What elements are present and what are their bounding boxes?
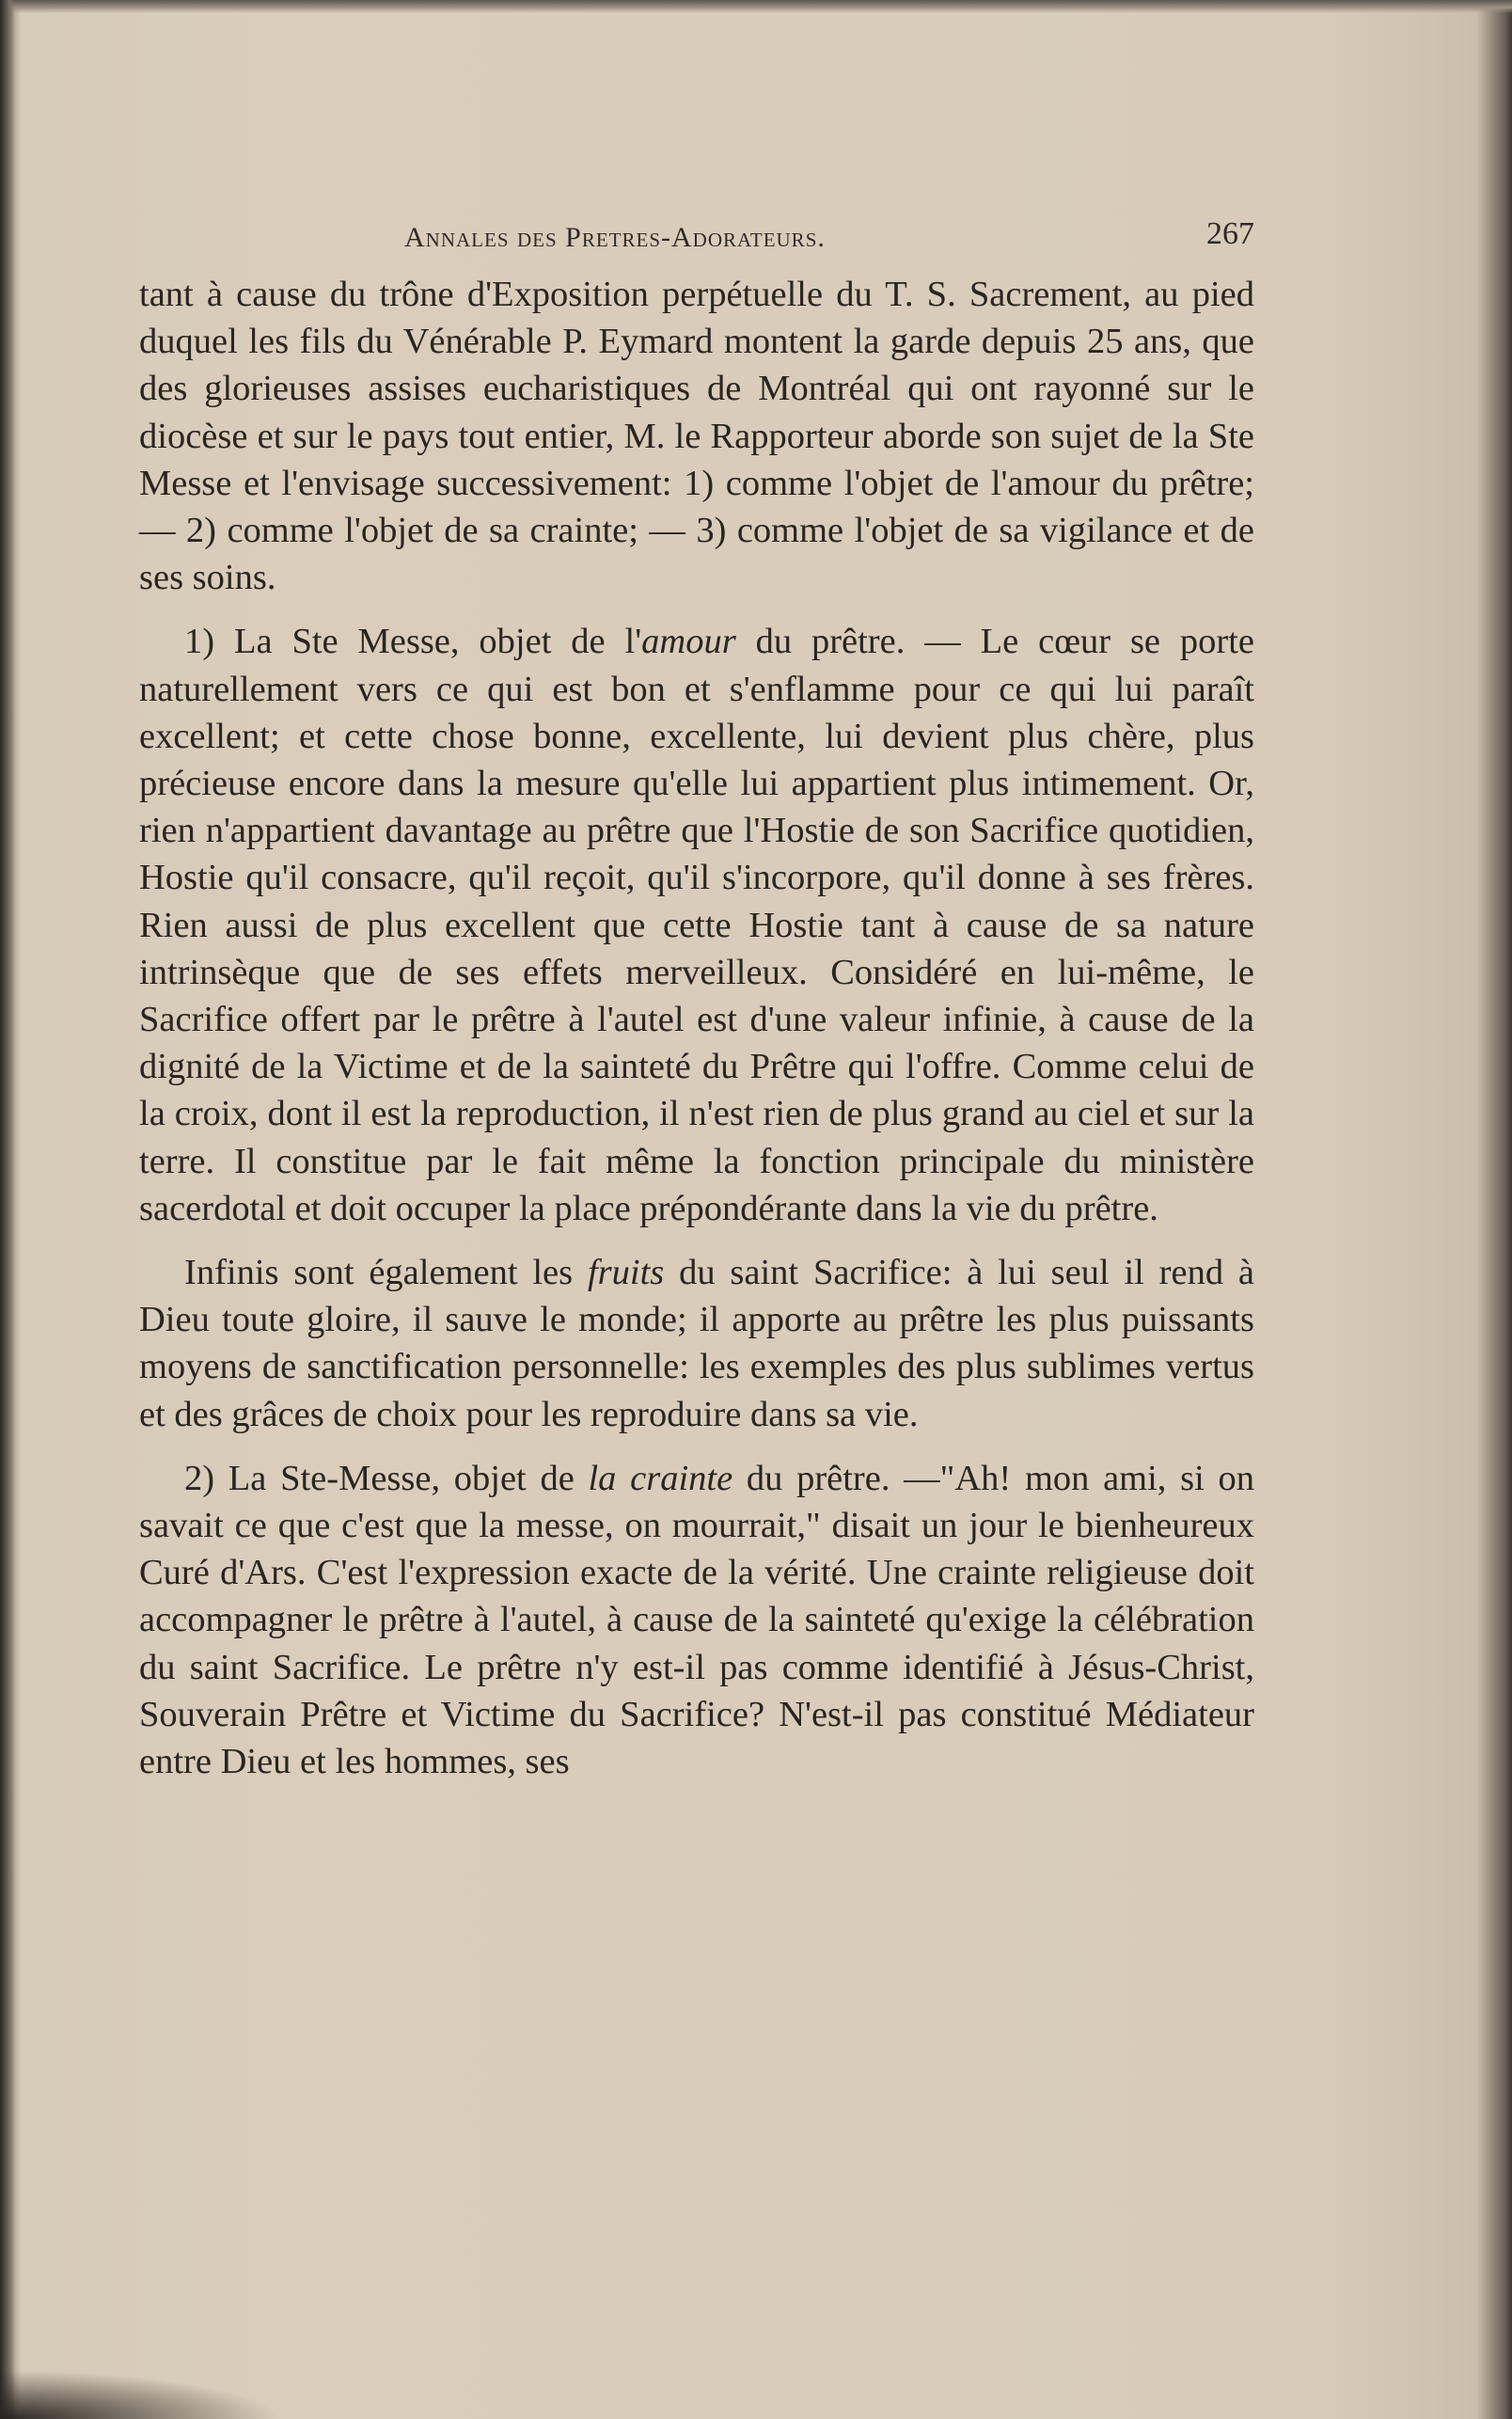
paragraph-1 [139,271,1254,601]
paragraph-text: du saint Sacrifice: à lui seul il rend à Dieu toute gloire, il sauve le monde; il apporte au prêtre les plus puissants moyens de sanctification personnelle: les exemples des plus sublimes vertus et des grâces de choix pour les reproduire dans sa vie. [139,1253,1255,1434]
top-page-edge [0,0,1512,13]
binding-edge [0,0,15,2419]
italic-term: fruits [587,1253,665,1293]
paragraph-3 [139,1249,1254,1438]
page-body [139,271,1254,1785]
paragraph-text: Infinis sont également les [184,1253,588,1293]
book-page [139,216,1254,1787]
paragraph-text: 2) La Ste-Messe, objet de [184,1458,589,1498]
paragraph-4 [139,1455,1254,1785]
italic-term: la crainte [588,1458,733,1498]
italic-term: amour [641,622,736,662]
page-header [139,216,1254,273]
paragraph-text: du prêtre. —"Ah! mon ami, si on savait ce que c'est que la messe, on mourrait," disait un jour le bienheureux Curé d'Ars. C'est l'expression exacte de la vérité. Une crainte religieuse doit accompagner le prêtre à l'autel, à cause de la sainteté qu'exige la célébration du saint Sacrifice. Le prêtre n'y est-il pas comme identifié à Jésus-Christ, Souverain Prêtre et Victime du Sacrifice? N'est-il pas constitué Médiateur entre Dieu et les hommes, ses [139,1458,1255,1782]
corner-shadow [0,2370,282,2419]
paragraph-text: tant à cause du trône d'Exposition perpétuelle du T. S. Sacrement, au pied duquel les fils du Vénérable P. Eymard montent la garde depuis 25 ans, que des glorieuses assises eucharistiques de Montréal qui ont rayonné sur le diocèse et sur le pays tout entier, M. le Rapporteur aborde son sujet de la Ste Messe et l'envisage successivement: 1) comme l'objet de l'amour du prêtre; — 2) comme l'objet de sa crainte; — 3) comme l'objet de sa vigilance et de ses soins. [139,275,1254,598]
page-number: 267 [1206,216,1254,251]
paragraph-2 [139,618,1254,1232]
paragraph-text: du prêtre. — Le cœur se porte naturellement vers ce qui est bon et s'enflamme pour ce qui lui paraît excellent; et cette chose bonne, excellente, lui devient plus chère, plus précieuse encore dans la mesure qu'elle lui appartient plus intimement. Or, rien n'appartient davantage au prêtre que l'Hostie de son Sacrifice quotidien, Hostie qu'il consacre, qu'il reçoit, qu'il s'incorpore, qu'il donne à ses frères. Rien aussi de plus excellent que cette Hostie tant à cause de sa nature intrinsèque que de ses effets merveilleux. Considéré en lui-même, le Sacrifice offert par le prêtre à l'autel est d'une valeur infinie, à cause de la dignité de la Victime et de la sainteté du Prêtre qui l'offre. Comme celui de la croix, dont il est la reproduction, il n'est rien de plus grand au ciel et sur la terre. Il constitue par le fait même la fonction principale du ministère sacerdotal et doit occuper la place prépondérante dans la vie du prêtre. [139,622,1255,1228]
paragraph-text: 1) La Ste Messe, objet de l' [184,622,642,662]
running-title: Annales des Pretres-Adorateurs. [404,222,826,253]
